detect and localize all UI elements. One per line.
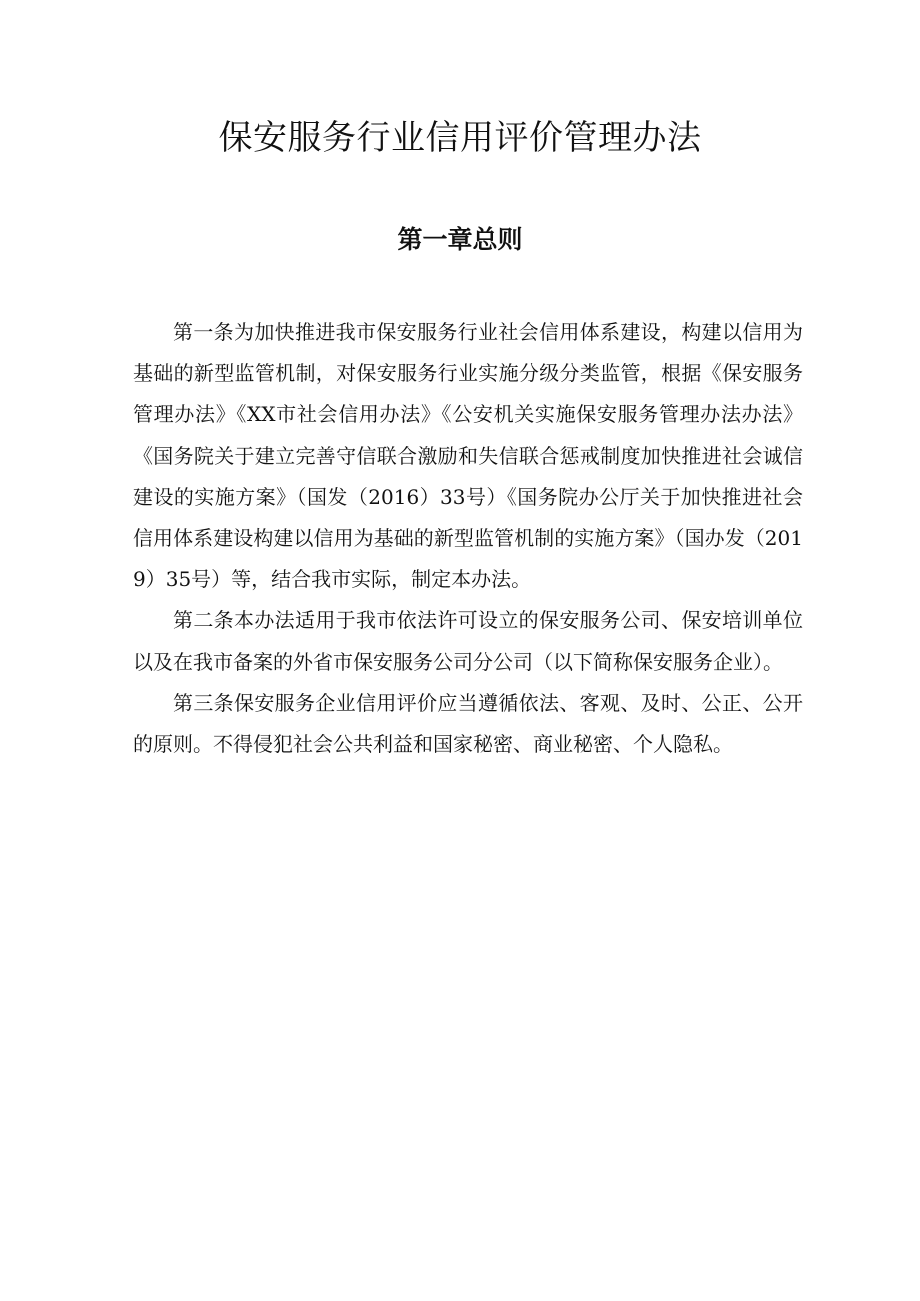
- article-3-paragraph: 第三条保安服务企业信用评价应当遵循依法、客观、及时、公正、公开的原则。不得侵犯社会公共利益和国家秘密、商业秘密、个人隐私。: [133, 690, 803, 757]
- article-2-paragraph: 第二条本办法适用于我市依法许可设立的保安服务公司、保安培训单位以及在我市备案的外省市保安服务公司分公司（以下简称保安服务企业）。: [133, 608, 803, 674]
- document-title: 保安服务行业信用评价管理办法: [218, 118, 702, 158]
- article-1-paragraph: 第一条为加快推进我市保安服务行业社会信用体系建设，构建以信用为基础的新型监管机制，对保安服务行业实施分级分类监管，根据《保安服务管理办法》《XX市社会信用办法》《公安机关实施保安服务管理办法办法》《国务院关于建立完善守信联合激励和失信联合惩戒制度加快推进社会诚信建设的实施方案》（国发（2016）33号）《国务院办公厅关于加快推进社会信用体系建设构建以信用为基础的新型监管机制的实施方案》（国办发（2019）35号）等，结合我市实际，制定本办法。: [133, 320, 803, 592]
- chapter-heading: 第一章总则: [397, 225, 523, 254]
- document-body: [133, 312, 803, 765]
